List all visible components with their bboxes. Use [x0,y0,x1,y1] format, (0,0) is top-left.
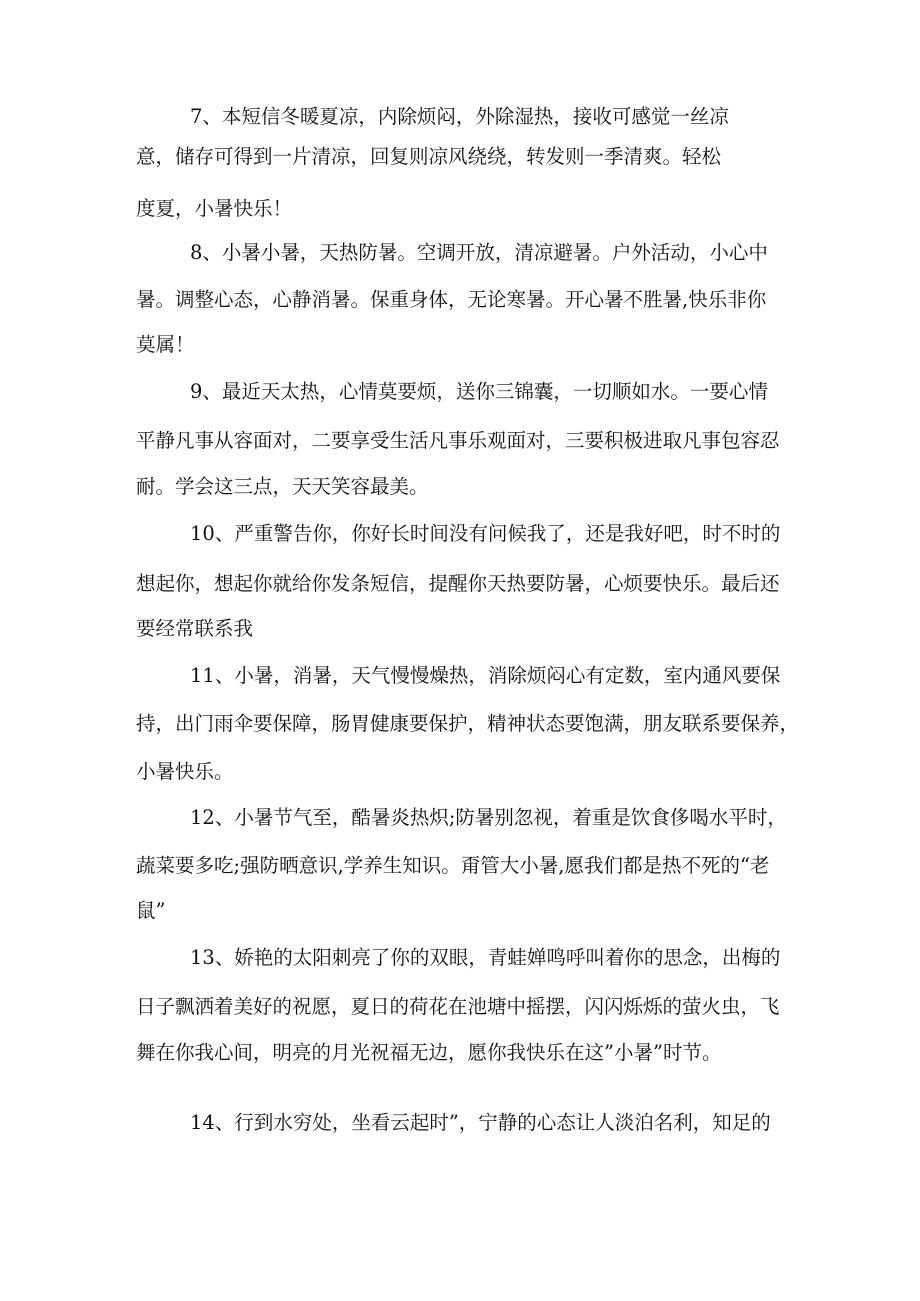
paragraph-9-line-3: 耐。学会这三点，天天笑容最美。 [136,475,429,498]
paragraph-11-line-2: 持，出门雨伞要保障，肠胃健康要保护，精神状态要饱满，朋友联系要保养， [136,712,800,735]
paragraph-12-line-1: 12、小暑节气至，酷暑炎热炽;防暑别忽视，着重是饮食侈喝水平时， [190,806,787,829]
paragraph-10-line-1: 10、严重警告你，你好长时间没有问候我了，还是我好吧，时不时的 [190,522,781,545]
paragraph-14-line-1: 14、行到水穷处，坐看云起时”，宁静的心态让人淡泊名利，知足的 [190,1111,771,1134]
paragraph-7-line-1: 7、本短信冬暖夏凉，内除烦闷，外除湿热，接收可感觉一丝凉 [190,105,729,128]
paragraph-7-line-2: 意，储存可得到一片清凉，回复则凉风绕绕，转发则一季清爽。轻松 [136,145,722,168]
paragraph-7-line-3: 度夏，小暑快乐！ [136,197,293,220]
paragraph-13-line-3: 舞在你我心间，明亮的月光祝福无边，愿你我快乐在这”小暑”时节。 [136,1041,722,1064]
paragraph-12-line-3: 鼠” [136,899,166,922]
paragraph-8-line-3: 莫属！ [136,333,195,356]
paragraph-13-line-2: 日子飘洒着美好的祝愿，夏日的荷花在池塘中摇摆，闪闪烁烁的萤火虫，飞 [136,995,780,1018]
paragraph-9-line-2: 平静凡事从容面对，二要享受生活凡事乐观面对，三要积极进取凡事包容忍 [136,429,780,452]
paragraph-11-line-3: 小暑快乐。 [136,760,234,783]
paragraph-10-line-2: 想起你，想起你就给你发条短信，提醒你天热要防暑，心烦要快乐。最后还 [136,572,780,595]
paragraph-13-line-1: 13、娇艳的太阳刺亮了你的双眼，青蛙婵鸣呼叫着你的思念，出梅的 [190,946,781,969]
paragraph-12-line-2: 蔬菜要多吃;强防晒意识,学养生知识。甭管大小暑,愿我们都是热不死的“老 [136,854,770,877]
paragraph-8-line-2: 暑。调整心态，心静消暑。保重身体，无论寒暑。开心暑不胜暑,快乐非你 [136,288,767,311]
paragraph-9-line-1: 9、最近天太热，心情莫要烦，送你三锦囊，一切顺如水。一要心情 [190,380,768,403]
paragraph-8-line-1: 8、小暑小暑，天热防暑。空调开放，清凉避暑。户外活动，小心中 [190,241,768,264]
paragraph-11-line-1: 11、小暑，消暑，天气慢慢燥热，消除烦闷心有定数，室内通风要保 [190,664,781,687]
paragraph-10-line-3: 要经常联系我 [136,617,254,640]
